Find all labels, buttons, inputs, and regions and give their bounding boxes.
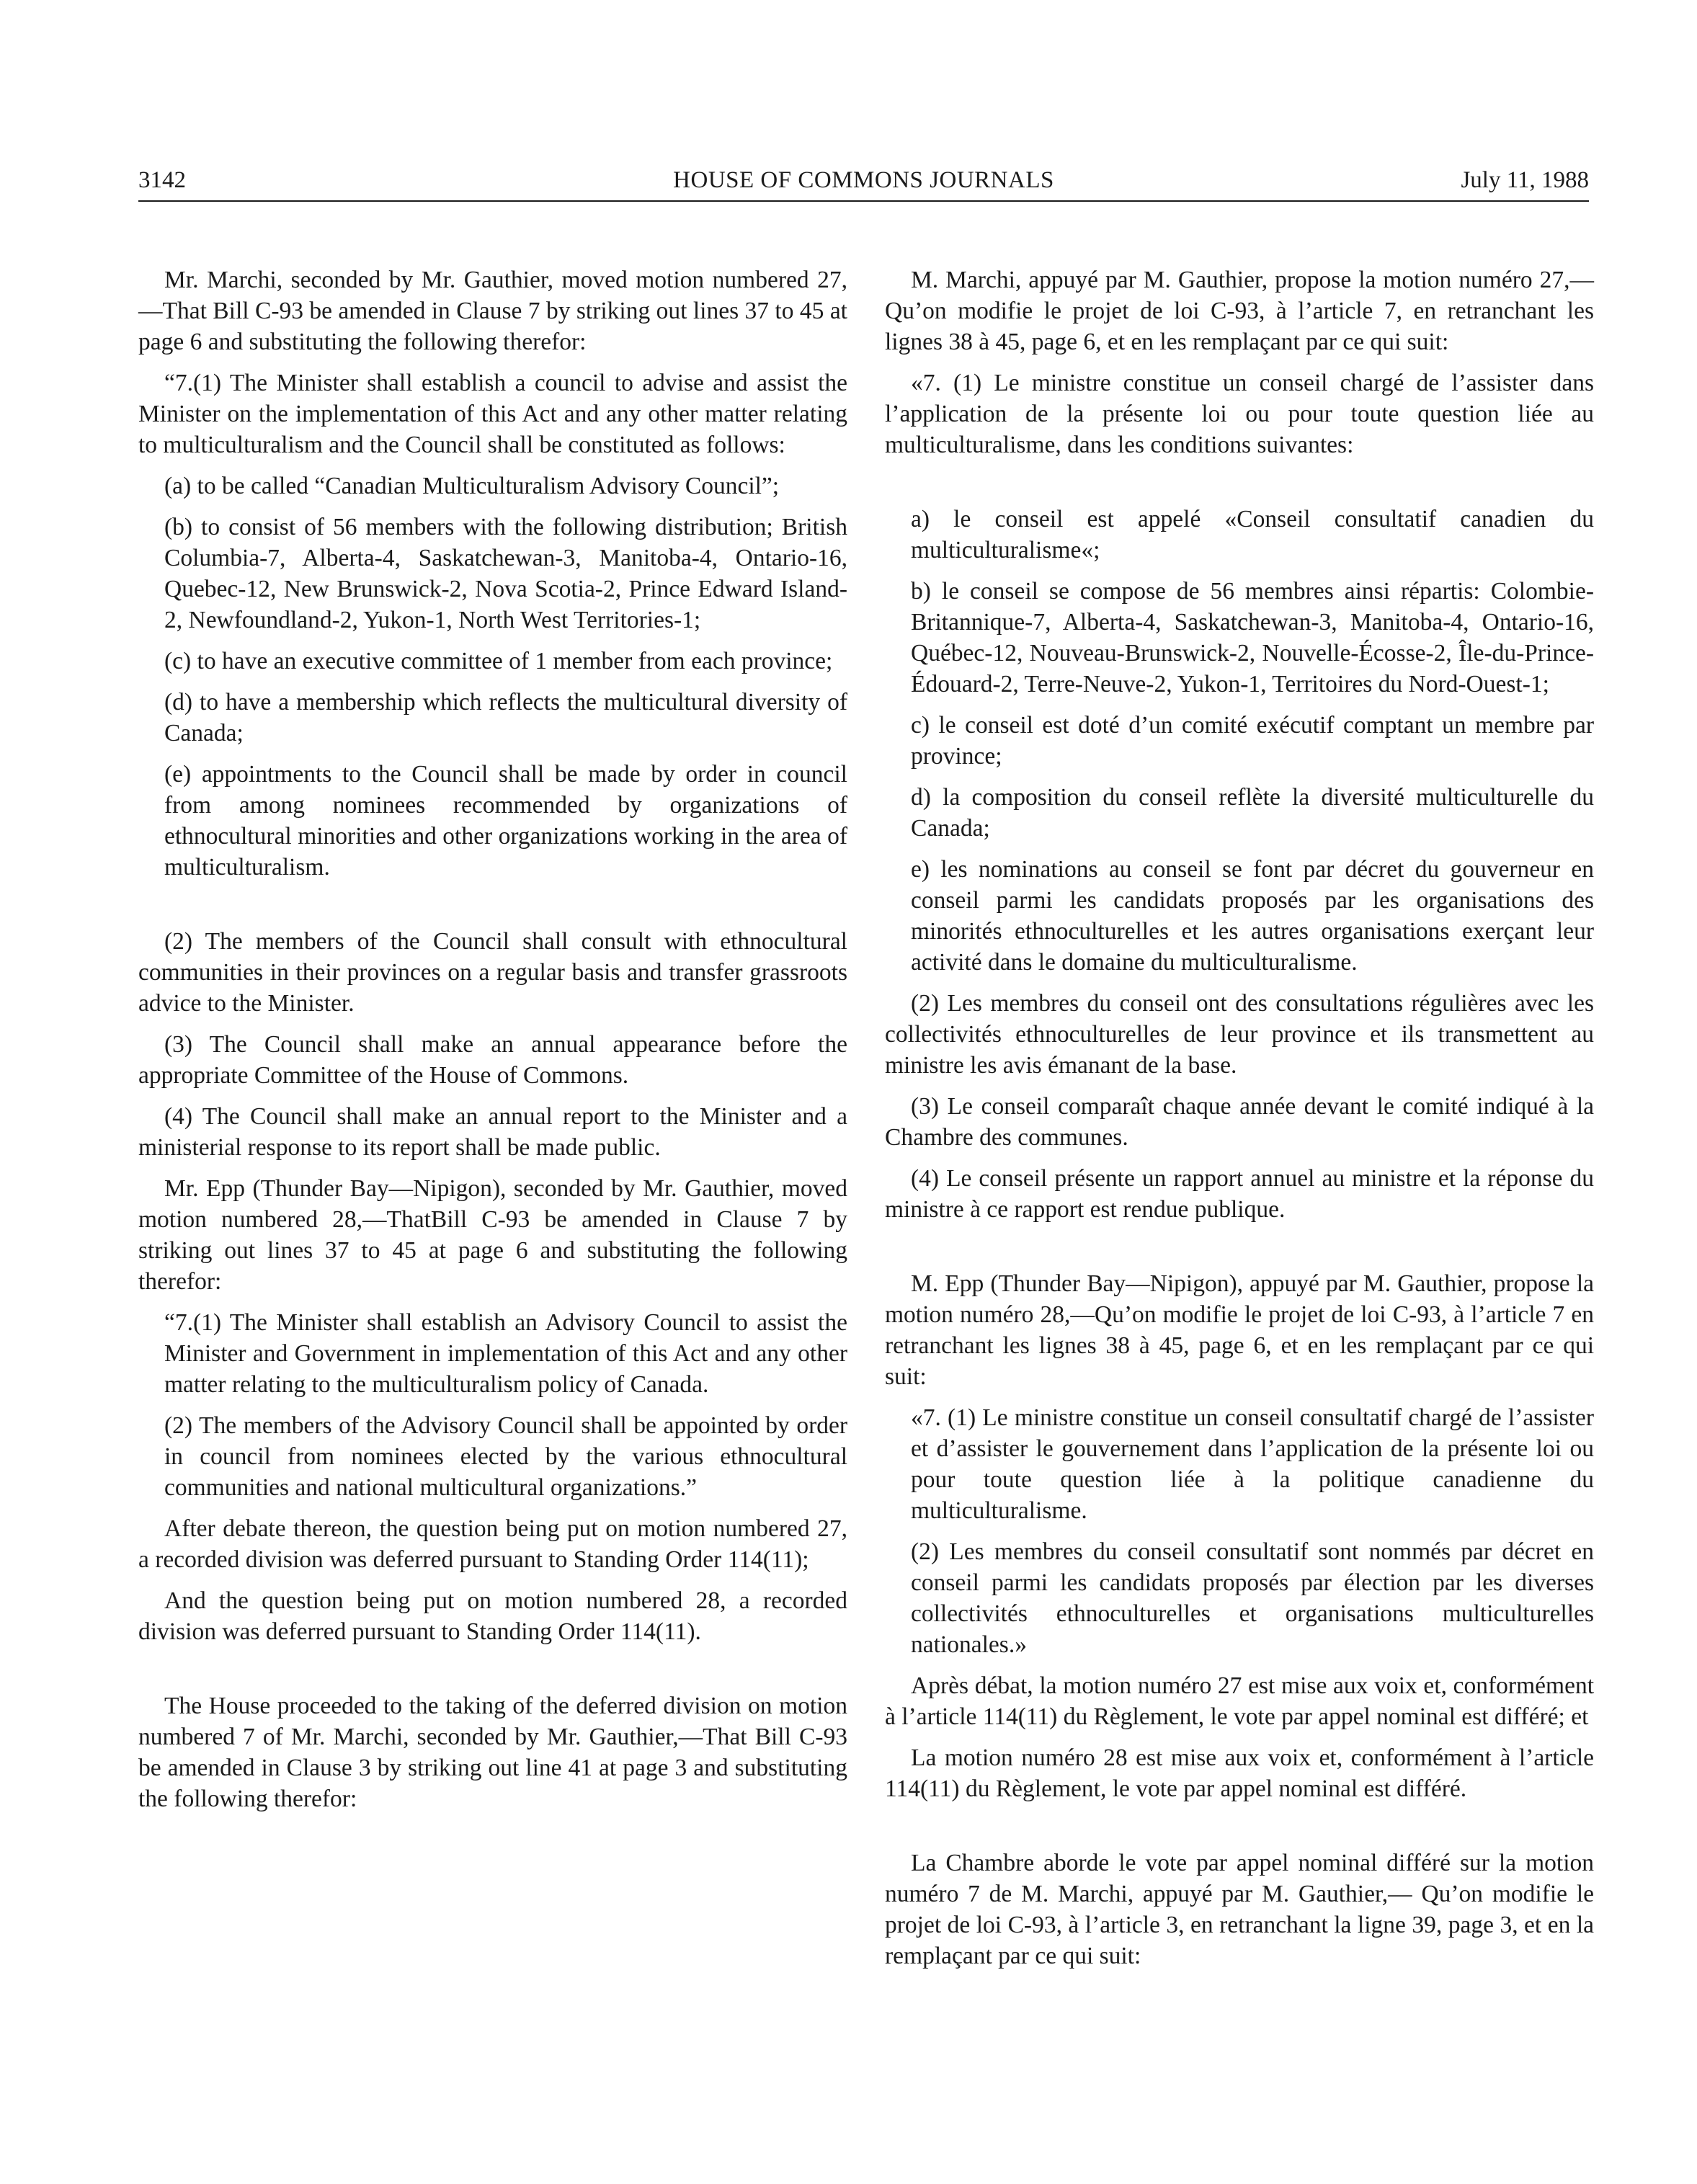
clause-4-fr: (4) Le conseil présente un rapport annuel au ministre et la réponse du ministre à ce rapport est rendue publique.	[885, 1165, 1594, 1223]
french-column	[885, 264, 1594, 1971]
clause-3: (3) The Council shall make an annual appearance before the appropriate Committee of the House of Commons.	[138, 1031, 847, 1089]
clause-c: (c) to have an executive committee of 1 member from each province;	[164, 648, 833, 674]
debate-result-27-fr: Après débat, la motion numéro 27 est mise aux voix et, conformément à l’article 114(11) du Règlement, le vote par appel nominal est différé; et	[885, 1672, 1594, 1730]
clause-a: (a) to be called “Canadian Multiculturalism Advisory Council”;	[164, 473, 780, 499]
clause-c-fr: c) le conseil est doté d’un comité exécutif comptant un membre par province;	[911, 712, 1594, 770]
clause-e: (e) appointments to the Council shall be made by order in council from among nominees recommended by organizations of ethnocultural minorities and other organizations working in the area of multiculturalism.	[164, 761, 847, 881]
page-number: 3142	[138, 167, 186, 193]
journal-title: HOUSE OF COMMONS JOURNALS	[673, 167, 1054, 193]
clause-2: (2) The members of the Council shall consult with ethnocultural communities in their provinces on a regular basis and transfer grassroots advice to the Minister.	[138, 928, 847, 1017]
motion-28-intro-fr: M. Epp (Thunder Bay—Nipigon), appuyé par M. Gauthier, propose la motion numéro 28,—Qu’on modifie le projet de loi C-93, à l’article 7 en retranchant les lignes 38 à 45, page 6, et en les remplaçant par ce qui suit:	[885, 1270, 1594, 1390]
clause-d-fr: d) la composition du conseil reflète la diversité multiculturelle du Canada;	[911, 784, 1594, 842]
motion-28-clause-1-fr: «7. (1) Le ministre constitue un conseil consultatif chargé de l’assister et d’assister le gouvernement dans l’application de la présente loi ou pour toute question liée à la politique canadienne du multiculturalisme.	[911, 1404, 1594, 1524]
clause-a-fr: a) le conseil est appelé «Conseil consultatif canadien du multiculturalisme«;	[911, 506, 1594, 563]
debate-result-28-fr: La motion numéro 28 est mise aux voix et, conformément à l’article 114(11) du Règlement, le vote par appel nominal est différé.	[885, 1744, 1594, 1802]
clause-4: (4) The Council shall make an annual report to the Minister and a ministerial response to its report shall be made public.	[138, 1103, 847, 1161]
motion-27-intro: Mr. Marchi, seconded by Mr. Gauthier, moved motion numbered 27,—That Bill C-93 be amended in Clause 7 by striking out lines 37 to 45 at page 6 and substituting the following therefor:	[138, 267, 847, 355]
motion-28-intro: Mr. Epp (Thunder Bay—Nipigon), seconded by Mr. Gauthier, moved motion numbered 28,—ThatBill C-93 be amended in Clause 7 by striking out lines 37 to 45 at page 6 and substituting the following therefor:	[138, 1175, 847, 1295]
motion-27-intro-fr: M. Marchi, appuyé par M. Gauthier, propose la motion numéro 27,—Qu’on modifie le projet de loi C-93, à l’article 7, en retranchant les lignes 38 à 45, page 6, et en les remplaçant par ce qui suit:	[885, 267, 1594, 355]
clause-3-fr: (3) Le conseil comparaît chaque année devant le comité indiqué à la Chambre des communes.	[885, 1093, 1594, 1151]
debate-result-28: And the question being put on motion numbered 28, a recorded division was deferred pursuant to Standing Order 114(11).	[138, 1587, 847, 1645]
english-column	[138, 264, 847, 1814]
page-header	[138, 164, 1589, 202]
clause-7-1: “7.(1) The Minister shall establish a council to advise and assist the Minister on the implementation of this Act and any other matter relating to multiculturalism and the Council shall be constituted as follows:	[138, 370, 847, 458]
clause-7-1-fr: «7. (1) Le ministre constitue un conseil chargé de l’assister dans l’application de la présente loi ou pour toute question liée au multiculturalisme, dans les conditions suivantes:	[885, 370, 1594, 458]
debate-result-27: After debate thereon, the question being put on motion numbered 27, a recorded division was deferred pursuant to Standing Order 114(11);	[138, 1515, 847, 1573]
clause-b-fr: b) le conseil se compose de 56 membres ainsi répartis: Colombie-Britannique-7, Alberta-4, Saskatchewan-3, Manitoba-4, Ontario-16, Québec-12, Nouveau-Brunswick-2, Nouvelle-Écosse-2, Île-du-Prince-Édouard-2, Terre-Neuve-2, Yukon-1, Territoires du Nord-Ouest-1;	[911, 578, 1594, 697]
journal-date: July 11, 1988	[1461, 167, 1589, 193]
clause-e-fr: e) les nominations au conseil se font par décret du gouverneur en conseil parmi les candidats proposés par les organisations des minorités ethnoculturelles et les autres organisations exerçant leur activité dans le domaine du multiculturalisme.	[911, 856, 1594, 976]
motion-28-clause-2-fr: (2) Les membres du conseil consultatif sont nommés par décret en conseil parmi les candidats proposés par élection par les diverses collectivités ethnoculturelles et organisations multiculturelles nationales.»	[911, 1538, 1594, 1658]
motion-28-clause-2: (2) The members of the Advisory Council shall be appointed by order in council from nominees elected by the various ethnocultural communities and national multicultural organizations.”	[164, 1412, 847, 1501]
clause-b: (b) to consist of 56 members with the following distribution; British Columbia-7, Alberta-4, Saskatchewan-3, Manitoba-4, Ontario-16, Quebec-12, New Brunswick-2, Nova Scotia-2, Prince Edward Island-2, Newfoundland-2, Yukon-1, North West Territories-1;	[164, 514, 847, 633]
clause-2-fr: (2) Les membres du conseil ont des consultations régulières avec les collectivités ethnoculturelles de leur province et ils transmettent au ministre les avis émanant de la base.	[885, 990, 1594, 1079]
deferred-division-fr: La Chambre aborde le vote par appel nominal différé sur la motion numéro 7 de M. Marchi, appuyé par M. Gauthier,— Qu’on modifie le projet de loi C-93, à l’article 3, en retranchant la ligne 39, page 3, et en la remplaçant par ce qui suit:	[885, 1850, 1594, 1969]
deferred-division: The House proceeded to the taking of the deferred division on motion numbered 7 of Mr. Marchi, seconded by Mr. Gauthier,—That Bill C-93 be amended in Clause 3 by striking out line 41 at page 3 and substituting the following therefor:	[138, 1693, 847, 1812]
clause-d: (d) to have a membership which reflects the multicultural diversity of Canada;	[164, 689, 847, 746]
motion-28-clause-1: “7.(1) The Minister shall establish an Advisory Council to assist the Minister and Government in implementation of this Act and any other matter relating to the multiculturalism policy of Canada.	[164, 1309, 847, 1398]
